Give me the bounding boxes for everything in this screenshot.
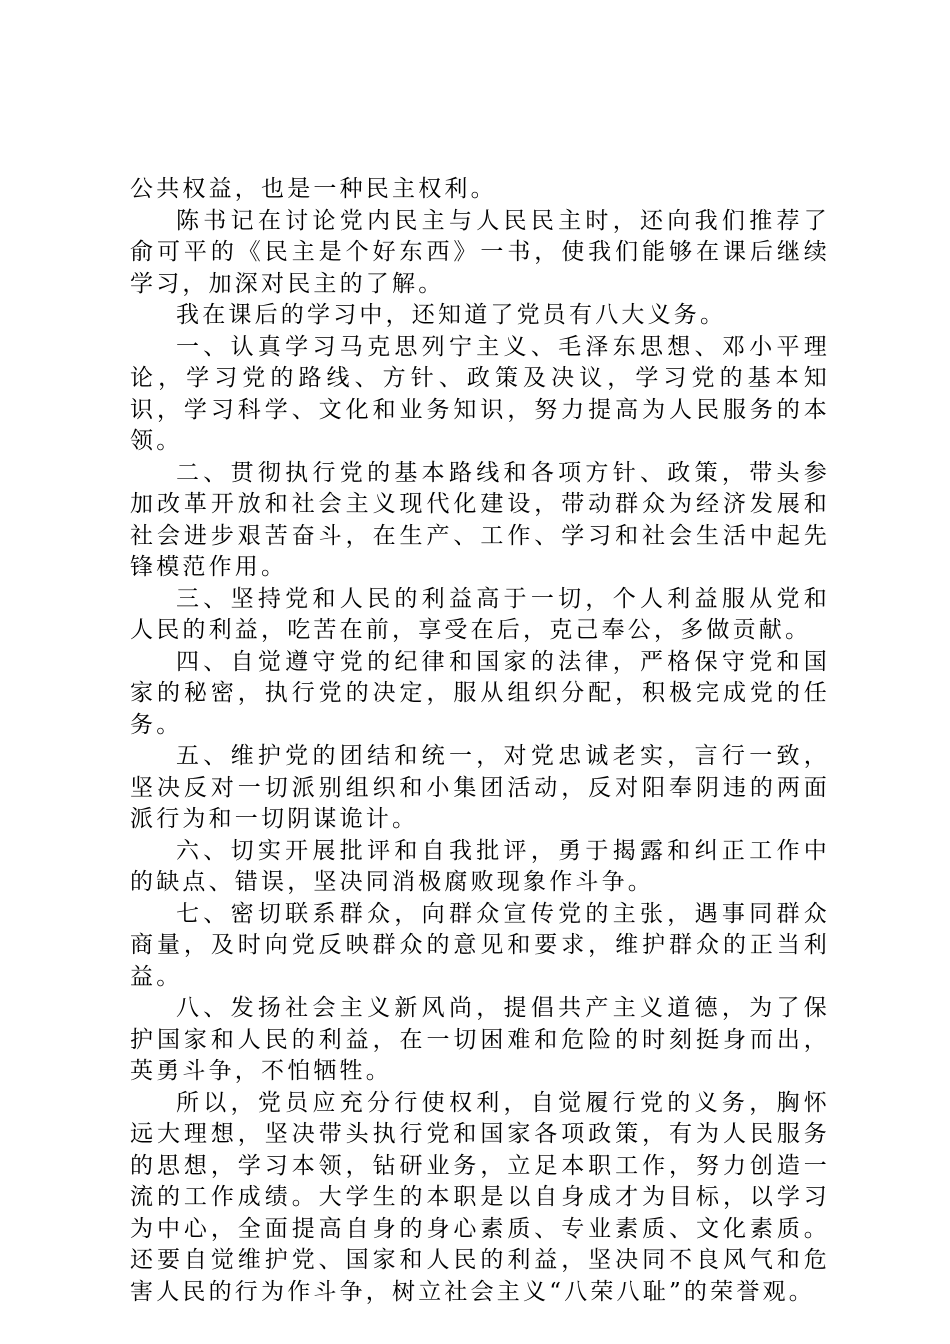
document-page [130,174,830,1308]
paragraph-duty-3: 三、坚持党和人民的利益高于一切，个人利益服从党和人民的利益，吃苦在前，享受在后，克己奉公，多做贡献。 [130,585,830,643]
paragraph-duty-8: 八、发扬社会主义新风尚，提倡共产主义道德，为了保护国家和人民的利益，在一切困难和危险的时刻挺身而出，英勇斗争，不怕牺牲。 [130,995,830,1084]
paragraph-duty-5: 五、维护党的团结和统一，对党忠诚老实，言行一致，坚决反对一切派别组织和小集团活动，反对阳奉阴违的两面派行为和一切阴谋诡计。 [130,743,830,832]
paragraph-conclusion: 所以，党员应充分行使权利，自觉履行党的义务，胸怀远大理想，坚决带头执行党和国家各项政策，有为人民服务的思想，学习本领，钻研业务，立足本职工作，努力创造一流的工作成绩。大学生的本职是以自身成才为目标，以学习为中心，全面提高自身的身心素质、专业素质、文化素质。还要自觉维护党、国家和人民的利益，坚决同不良风气和危害人民的行为作斗争，树立社会主义“八荣八耻”的荣誉观。 [130,1089,830,1305]
paragraph-duties-intro: 我在课后的学习中，还知道了党员有八大义务。 [176,302,727,328]
paragraph-duty-4: 四、自觉遵守党的纪律和国家的法律，严格保守党和国家的秘密，执行党的决定，服从组织分配，积极完成党的任务。 [130,648,830,738]
paragraph-duty-2: 二、贯彻执行党的基本路线和各项方针、政策，带头参加改革开放和社会主义现代化建设，带动群众为经济发展和社会进步艰苦奋斗，在生产、工作、学习和社会生活中起先锋模范作用。 [130,459,830,580]
paragraph-duty-6: 六、切实开展批评和自我批评，勇于揭露和纠正工作中的缺点、错误，坚决同消极腐败现象作斗争。 [130,837,830,895]
paragraph-book-recommendation: 陈书记在讨论党内民主与人民民主时，还向我们推荐了俞可平的《民主是个好东西》一书，使我们能够在课后继续学习，加深对民主的了解。 [130,207,830,297]
paragraph-duty-1: 一、认真学习马克思列宁主义、毛泽东思想、邓小平理论，学习党的路线、方针、政策及决议，学习党的基本知识，学习科学、文化和业务知识，努力提高为人民服务的本领。 [130,333,830,454]
paragraph-continuation: 公共权益，也是一种民主权利。 [130,176,497,202]
paragraph-duty-7: 七、密切联系群众，向群众宣传党的主张，遇事同群众商量，及时向党反映群众的意见和要求，维护群众的正当利益。 [130,900,830,990]
